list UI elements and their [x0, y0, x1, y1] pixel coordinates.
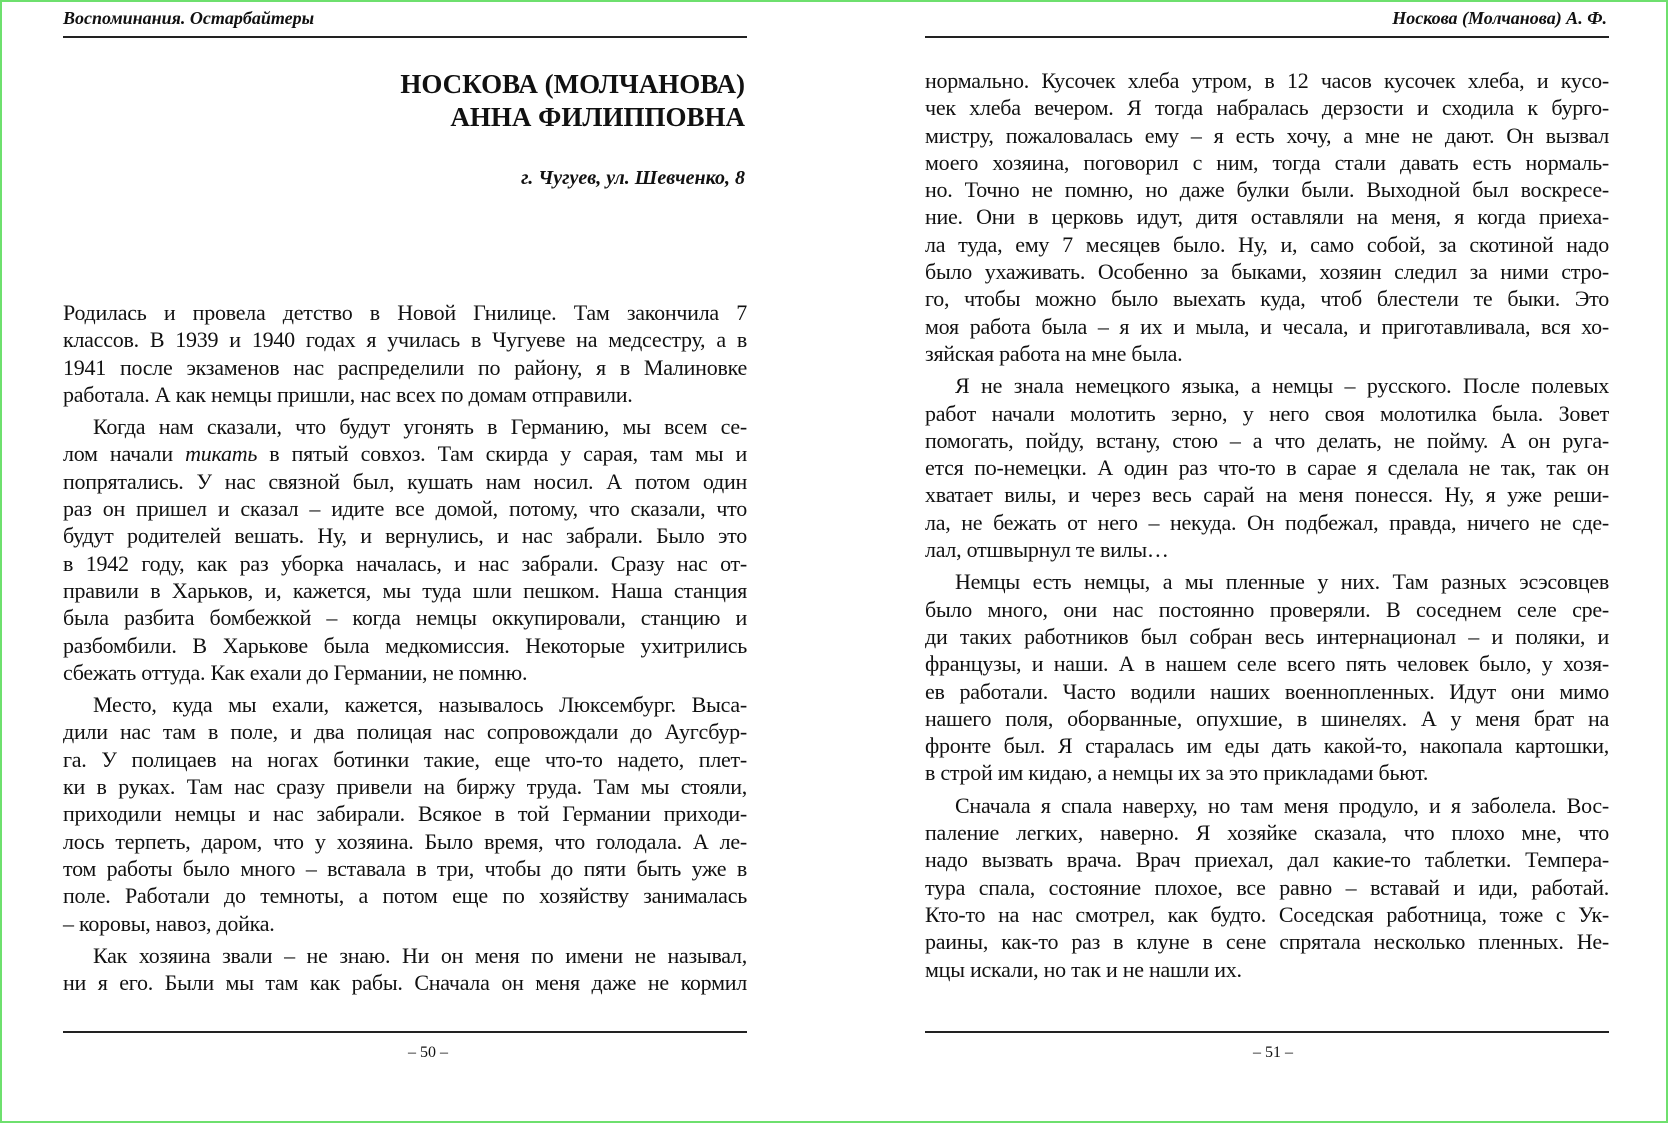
text-line: дили нас там в поле, и два полицая нас сопровождали до Аугсбур- [63, 719, 747, 745]
chapter-title-line2: АННА ФИЛИППОВНА [450, 102, 745, 132]
paragraph [925, 372, 1609, 563]
text-line: помогать, пойду, встану, стою – а что делать, не пойму. А он руга- [925, 427, 1609, 453]
text-segment: в пятый совхоз. Там скирда у сарая, там мы и [257, 441, 747, 467]
text-line: работала. А как немцы пришли, нас всех по домам отправили. [63, 381, 633, 407]
text-line: Кто-то на нас смотрел, как будто. Соседская работница, тоже с Ук- [925, 901, 1609, 927]
paragraph [925, 67, 1609, 367]
footer-rule-left [63, 1031, 747, 1033]
text-line: ди таких работников был собран весь интернационал – и поляки, и [925, 623, 1609, 649]
text-line: поле. Работали до темноты, а потом еще по хозяйству занималась [63, 883, 747, 909]
text-line: ла туда, ему 7 месяцев было. Ну, и, само собой, за скотиной надо [925, 231, 1609, 257]
body-text-left [63, 299, 747, 1001]
text-line: Я не знала немецкого языка, а немцы – русского. После полевых [955, 373, 1609, 399]
text-line: раз он пришел и сказал – идите все домой, потому, что сказали, что [63, 496, 747, 522]
text-line: – коровы, навоз, дойка. [63, 910, 275, 936]
text-line: надо вызвать врача. Врач приехал, дал какие-то таблетки. Темпера- [925, 847, 1609, 873]
text-line: разбомбили. В Харькове была медкомиссия. Некоторые ухитрились [63, 632, 747, 658]
text-line: моего хозяина, поговорил с ним, тогда стали давать есть нормаль- [925, 149, 1609, 175]
text-line: хватает вилы, и через весь сарай на меня понесся. Ну, я уже реши- [925, 482, 1609, 508]
text-line: том работы было много – вставала в три, чтобы до пяти быть уже в [63, 855, 747, 881]
text-line [63, 440, 747, 467]
text-line: га. У полицаев на ногах ботинки такие, еще что-то надето, плет- [63, 746, 747, 772]
text-line: чек хлеба вечером. Я тогда набралась дерзости и сходила к бурго- [925, 95, 1609, 121]
text-line: сбежать оттуда. Как ехали до Германии, не помню. [63, 659, 528, 685]
paragraph [63, 691, 747, 937]
text-line: правили в Харьков, и, кажется, мы туда шли пешком. Наша станция [63, 577, 747, 603]
text-line: ла, не бежать от него – некуда. Он подбежал, правда, ничего не сде- [925, 509, 1609, 535]
text-line: было ухаживать. Особенно за быками, хозяин следил за ними стро- [925, 259, 1609, 285]
paragraph [63, 413, 747, 686]
text-line: раины, как-то раз в клуне в сене спрятала несколько пленных. Не- [925, 929, 1609, 955]
text-line: ев работали. Часто водили наших военнопленных. Идут они мимо [925, 678, 1609, 704]
chapter-title-line1: НОСКОВА (МОЛЧАНОВА) [400, 69, 745, 99]
footer-rule-right [925, 1031, 1609, 1033]
page-number-right: – 51 – [1253, 1044, 1293, 1061]
text-line: была разбита бомбежкой – когда немцы оккупировали, станцию и [63, 605, 747, 631]
body-text-right [925, 67, 1609, 988]
text-line: тура спала, состояние плохое, все равно – вставай и иди, работай. [925, 874, 1609, 900]
text-line: паление легких, наверно. Я хозяйке сказала, что плохо мне, что [925, 820, 1609, 846]
text-line: Место, куда мы ехали, кажется, называлось Люксембург. Выса- [93, 692, 747, 718]
text-line: было много, они нас постоянно проверяли. В соседнем селе сре- [925, 596, 1609, 622]
text-line: ние. Они в церковь идут, дитя оставляли на меня, я когда приеха- [925, 204, 1609, 230]
text-line: работ начали молотить зерно, у него своя молотилка была. Зовет [925, 400, 1609, 426]
text-line: зяйская работа на мне была. [925, 340, 1183, 366]
paragraph [63, 299, 747, 408]
header-rule-right [925, 36, 1609, 38]
paragraph [925, 792, 1609, 983]
text-line: Как хозяина звали – не знаю. Ни он меня по имени не называл, [93, 942, 747, 968]
text-line: 1941 после экзаменов нас распределили по району, я в Малиновке [63, 354, 747, 380]
text-line: нашего поля, оборванные, опухшие, в шинелях. А у меня брат на [925, 705, 1609, 731]
text-line: но. Точно не помню, но даже булки были. Выходной был воскресе- [925, 177, 1609, 203]
text-line: нормально. Кусочек хлеба утром, в 12 часов кусочек хлеба, и кусо- [925, 68, 1609, 93]
paragraph [63, 942, 747, 997]
text-line: Когда нам сказали, что будут угонять в Германию, мы всем се- [93, 414, 747, 440]
text-line: Сначала я спала наверху, но там меня продуло, и я заболела. Вос- [955, 792, 1609, 818]
text-line: Немцы есть немцы, а мы пленные у них. Там разных эсэсовцев [955, 569, 1609, 595]
text-line: лось терпеть, даром, что у хозяина. Было время, что голодала. А ле- [63, 828, 747, 854]
text-line: классов. В 1939 и 1940 годах я училась в Чугуеве на медсестру, а в [63, 327, 747, 353]
text-line: в строй им кидаю, а немцы их за это прикладами бьют. [925, 760, 1429, 786]
text-line: будут родителей вешать. Ну, и вернулись, и нас забрали. Было это [63, 523, 747, 549]
text-line: попрятались. У нас связной был, кушать нам носил. А потом один [63, 468, 747, 494]
paragraph [925, 568, 1609, 786]
text-line: фронте был. Я старалась им еды дать какой-то, накопала картошки, [925, 733, 1609, 759]
text-line: французы, и наши. А в нашем селе всего пять человек было, у хозя- [925, 651, 1609, 677]
text-line: ни я его. Были мы там как рабы. Сначала он меня даже не кормил [63, 970, 747, 996]
text-line: ки в руках. Там нас сразу привели на биржу труда. Там мы стояли, [63, 774, 747, 800]
running-head-left: Воспоминания. Остарбайтеры [63, 8, 315, 28]
text-segment: лом начали [63, 441, 186, 467]
text-line: моя работа была – я их и мыла, и чесала, и приготавливала, вся хо- [925, 313, 1609, 339]
text-line: лал, отшвырнул те вилы… [925, 537, 1169, 563]
address-subtitle: г. Чугуев, ул. Шевченко, 8 [521, 167, 745, 189]
text-line: мистру, пожаловалась ему – я есть хочу, а мне не дают. Он вызвал [925, 122, 1609, 148]
text-line: приходили немцы и нас забирали. Всякое в той Германии приходи- [63, 801, 747, 827]
text-line: го, чтобы можно было выехать куда, чтоб блестели те быки. Это [925, 286, 1609, 312]
page-number-left: – 50 – [408, 1044, 448, 1061]
running-head-right: Носкова (Молчанова) А. Ф. [1392, 8, 1607, 28]
text-line: ется по-немецки. А один раз что-то в сарае я сделала не так, так он [925, 455, 1609, 481]
text-line: Родилась и провела детство в Новой Гнилице. Там закончила 7 [63, 300, 747, 325]
text-line: в 1942 году, как раз уборка началась, и нас забрали. Сразу нас от- [63, 550, 747, 576]
header-rule-left [63, 36, 747, 38]
emphasized-word: тикать [185, 441, 258, 467]
text-line: мцы искали, но так и не нашли их. [925, 956, 1242, 982]
